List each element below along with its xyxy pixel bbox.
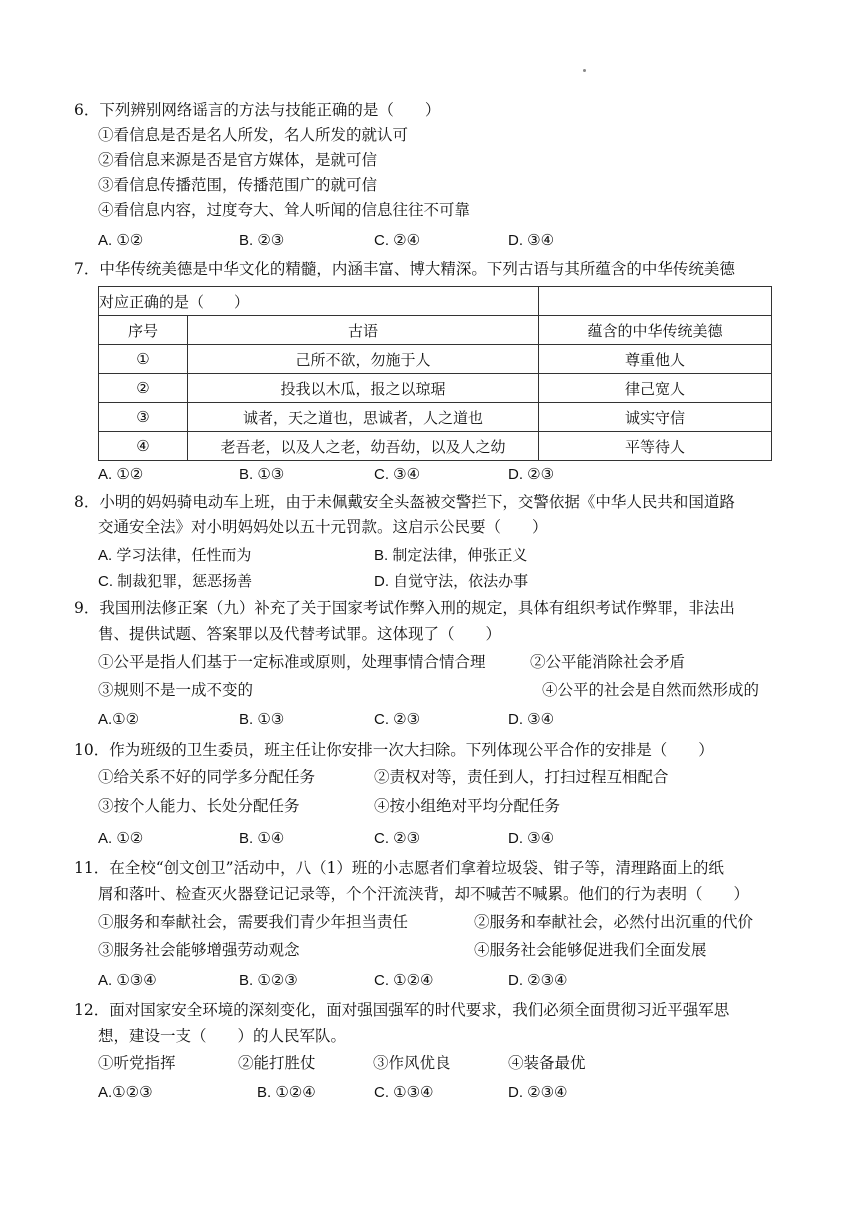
question-12-item-2: ②能打胜仗 (238, 1054, 316, 1072)
question-10-item-1: ①给关系不好的同学多分配任务 (98, 768, 316, 786)
question-9-item-4: ④公平的社会是自然而然形成的 (542, 681, 760, 699)
question-12-option-a[interactable]: A.①②③ (98, 1084, 153, 1101)
question-6-option-c[interactable]: C. ②④ (374, 232, 421, 249)
question-6-option-d[interactable]: D. ③④ (508, 232, 555, 249)
question-12-option-c[interactable]: C. ①③④ (374, 1084, 434, 1101)
question-7-option-b[interactable]: B. ①③ (239, 466, 285, 483)
question-8-option-b[interactable]: B. 制定法律，伸张正义 (374, 547, 528, 564)
table-header-saying: 古语 (188, 316, 539, 345)
question-10-option-a[interactable]: A. ①② (98, 830, 144, 847)
question-8-stem-line-1: 8．小明的妈妈骑电动车上班，由于未佩戴安全头盔被交警拦下，交警依据《中华人民共和国道路 (74, 493, 735, 511)
question-12-stem-line-2: 想，建设一支（ ）的人民军队。 (98, 1027, 347, 1045)
table-header-virtue: 蕴含的中华传统美德 (539, 316, 772, 345)
question-8-stem-line-2: 交通安全法》对小明妈妈处以五十元罚款。这启示公民要（ ） (98, 518, 548, 536)
question-12-item-3: ③作风优良 (373, 1054, 451, 1072)
question-11-option-a[interactable]: A. ①③④ (98, 972, 157, 989)
question-10-option-d[interactable]: D. ③④ (508, 830, 555, 847)
question-7-option-a[interactable]: A. ①② (98, 466, 144, 483)
question-11-option-b[interactable]: B. ①②③ (239, 972, 298, 989)
question-6-stem: 6．下列辨别网络谣言的方法与技能正确的是（ ） (74, 101, 441, 119)
question-6-option-a[interactable]: A. ①② (98, 232, 144, 249)
question-6-item-4: ④看信息内容，过度夸大、耸人听闻的信息往往不可靠 (98, 201, 471, 219)
table-cell-virtue: 尊重他人 (539, 345, 772, 374)
question-11-option-d[interactable]: D. ②③④ (508, 972, 568, 989)
question-9-stem-line-1: 9．我国刑法修正案（九）补充了关于国家考试作弊入刑的规定，具体有组织考试作弊罪，非法出 (74, 599, 735, 617)
question-10-option-c[interactable]: C. ②③ (374, 830, 421, 847)
table-cell-index: ① (99, 345, 188, 374)
question-11-item-1: ①服务和奉献社会，需要我们青少年担当责任 (98, 913, 409, 931)
table-header-index: 序号 (99, 316, 188, 345)
question-9-item-3: ③规则不是一成不变的 (98, 681, 254, 699)
question-9-item-1: ①公平是指人们基于一定标准或原则，处理事情合情合理 (98, 653, 486, 671)
question-11-item-3: ③服务社会能够增强劳动观念 (98, 941, 300, 959)
question-10-item-3: ③按个人能力、长处分配任务 (98, 797, 300, 815)
table-cell-virtue: 诚实守信 (539, 403, 772, 432)
question-10-stem: 10．作为班级的卫生委员，班主任让你安排一次大扫除。下列体现公平合作的安排是（ ） (74, 741, 714, 759)
table-cell-saying: 投我以木瓜，报之以琼琚 (188, 374, 539, 403)
question-8-option-d[interactable]: D. 自觉守法，依法办事 (374, 573, 529, 590)
table-cell-index: ② (99, 374, 188, 403)
table-row (99, 403, 772, 432)
question-11-item-4: ④服务社会能够促进我们全面发展 (474, 941, 707, 959)
question-12-option-d[interactable]: D. ②③④ (508, 1084, 568, 1101)
question-8-option-a[interactable]: A. 学习法律，任性而为 (98, 547, 252, 564)
question-7-table (98, 286, 772, 461)
question-7-option-c[interactable]: C. ③④ (374, 466, 421, 483)
question-7-stem-line-1: 7．中华传统美德是中华文化的精髓，内涵丰富、博大精深。下列古语与其所蕴含的中华传统美德 (74, 260, 735, 278)
table-cell-virtue: 平等待人 (539, 432, 772, 461)
table-cell-index: ③ (99, 403, 188, 432)
question-7-stem-line-2: 对应正确的是（ ） (99, 287, 539, 316)
question-11-stem-line-2: 屑和落叶、检查灭火器登记记录等，个个汗流浃背，却不喊苦不喊累。他们的行为表明（ ） (98, 885, 750, 903)
question-9-stem-line-2: 售、提供试题、答案罪以及代替考试罪。这体现了（ ） (98, 625, 502, 643)
question-6-item-3: ③看信息传播范围，传播范围广的就可信 (98, 176, 378, 194)
question-10-option-b[interactable]: B. ①④ (239, 830, 285, 847)
question-12-stem-line-1: 12．面对国家安全环境的深刻变化，面对强国强军的时代要求，我们必须全面贯彻习近平强军思 (74, 1001, 730, 1019)
question-6-item-2: ②看信息来源是否是官方媒体，是就可信 (98, 151, 378, 169)
question-9-option-a[interactable]: A.①② (98, 711, 140, 728)
table-row (99, 345, 772, 374)
question-7-option-d[interactable]: D. ②③ (508, 466, 555, 483)
question-10-item-4: ④按小组绝对平均分配任务 (374, 797, 561, 815)
question-6-item-1: ①看信息是否是名人所发，名人所发的就认可 (98, 126, 409, 144)
question-9-option-c[interactable]: C. ②③ (374, 711, 421, 728)
question-9-option-d[interactable]: D. ③④ (508, 711, 555, 728)
table-cell-saying: 己所不欲，勿施于人 (188, 345, 539, 374)
scan-speck (583, 69, 586, 72)
question-9-item-2: ②公平能消除社会矛盾 (530, 653, 686, 671)
question-10-item-2: ②责权对等，责任到人，打扫过程互相配合 (374, 768, 669, 786)
question-11-item-2: ②服务和奉献社会，必然付出沉重的代价 (474, 913, 754, 931)
question-8-option-c[interactable]: C. 制裁犯罪，惩恶扬善 (98, 573, 253, 590)
question-12-item-1: ①听党指挥 (98, 1054, 176, 1072)
question-11-option-c[interactable]: C. ①②④ (374, 972, 434, 989)
table-cell-saying: 诚者，天之道也，思诚者，人之道也 (188, 403, 539, 432)
table-cell-saying: 老吾老，以及人之老，幼吾幼，以及人之幼 (188, 432, 539, 461)
table-cell-index: ④ (99, 432, 188, 461)
question-12-option-b[interactable]: B. ①②④ (257, 1084, 316, 1101)
question-6-option-b[interactable]: B. ②③ (239, 232, 285, 249)
table-row (99, 432, 772, 461)
table-cell-virtue: 律己宽人 (539, 374, 772, 403)
table-row (99, 374, 772, 403)
question-11-stem-line-1: 11．在全校“创文创卫”活动中，八（1）班的小志愿者们拿着垃圾袋、钳子等，清理路面上的纸 (74, 859, 724, 877)
question-12-item-4: ④装备最优 (508, 1054, 586, 1072)
question-9-option-b[interactable]: B. ①③ (239, 711, 285, 728)
